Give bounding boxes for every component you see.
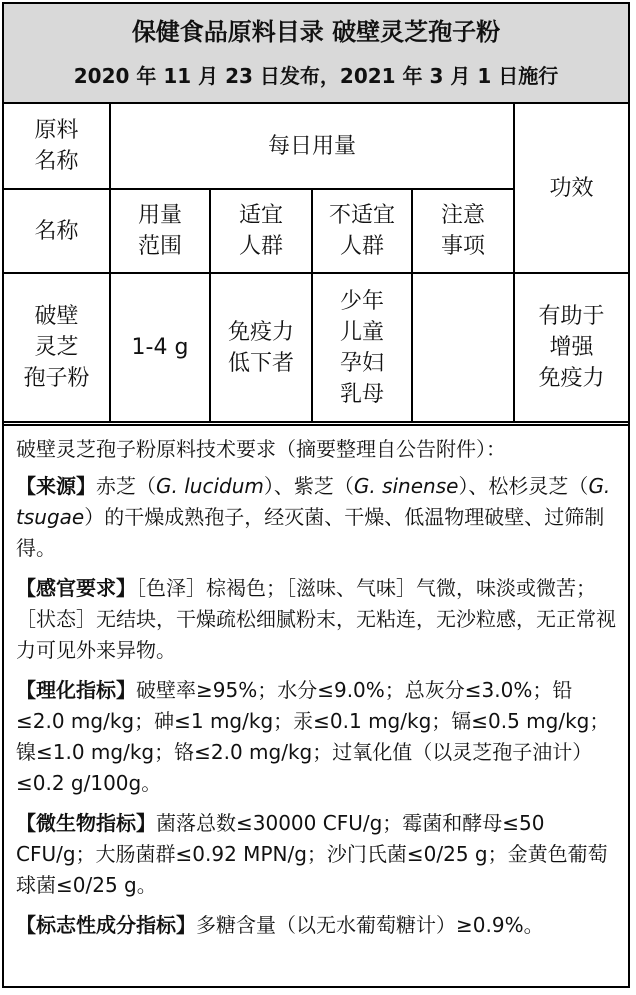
requirements-intro: 破壁灵芝孢子粉原料技术要求（摘要整理自公告附件）： xyxy=(16,437,506,461)
species-sinense: G. sinense xyxy=(353,474,459,498)
subheader-unsuitable-group: 不适宜 人群 xyxy=(312,189,412,273)
sensory-text: ［色泽］棕褐色；［滋味、气味］气微，味淡或微苦；［状态］无结块，干燥疏松细腻粉末，无粘连，无沙粒感，无正常视力可见外来异物。 xyxy=(16,576,616,662)
micro-paragraph xyxy=(16,808,618,901)
micro-tag: 【微生物指标】 xyxy=(16,811,156,835)
marker-paragraph xyxy=(16,910,618,941)
cell-ingredient-name: 破壁 灵芝 孢子粉 xyxy=(4,273,110,422)
sensory-tag: 【感官要求】 xyxy=(16,576,136,600)
source-tag: 【来源】 xyxy=(16,474,96,498)
table-row xyxy=(4,273,628,422)
subheader-dosage-range: 用量 范围 xyxy=(110,189,210,273)
cell-unsuitable-group: 少年 儿童 孕妇 乳母 xyxy=(312,273,412,422)
source-text-1: 赤芝（ xyxy=(96,474,156,498)
physchem-paragraph xyxy=(16,675,618,799)
ingredient-table xyxy=(4,104,628,423)
marker-tag: 【标志性成分指标】 xyxy=(16,913,196,937)
header-band xyxy=(4,4,628,104)
subheader-precautions: 注意 事项 xyxy=(412,189,514,273)
cell-effect: 有助于 增强 免疫力 xyxy=(514,273,628,422)
technical-requirements xyxy=(4,424,628,988)
source-text-4: ）的干燥成熟孢子，经灭菌、干燥、低温物理破壁、过筛制得。 xyxy=(16,505,605,560)
source-text-2: ）、紫芝（ xyxy=(263,474,354,498)
page-title: 保健食品原料目录 破壁灵芝孢子粉 xyxy=(131,18,501,46)
header-material-name: 原料 名称 xyxy=(4,104,110,189)
subheader-name: 名称 xyxy=(4,189,110,273)
header-daily-dosage: 每日用量 xyxy=(110,104,514,189)
marker-text: 多糖含量（以无水葡萄糖计）≥0.9%。 xyxy=(196,913,544,937)
header-effect: 功效 xyxy=(514,104,628,273)
page-subtitle: 2020 年 11 月 23 日发布，2021 年 3 月 1 日施行 xyxy=(73,64,559,88)
sensory-paragraph xyxy=(16,573,618,666)
source-text-3: ）、松杉灵芝（ xyxy=(458,474,589,498)
cell-dosage-range: 1-4 g xyxy=(110,273,210,422)
table-header-row xyxy=(4,104,628,189)
physchem-tag: 【理化指标】 xyxy=(16,678,136,702)
cell-suitable-group: 免疫力 低下者 xyxy=(210,273,312,422)
subheader-suitable-group: 适宜 人群 xyxy=(210,189,312,273)
species-lucidum: G. lucidum xyxy=(156,474,264,498)
source-paragraph xyxy=(16,471,618,564)
catalog-sheet xyxy=(2,2,630,988)
species-tsugae: G. tsugae xyxy=(16,474,611,529)
micro-text: 菌落总数≤30000 CFU/g；霉菌和酵母≤50 CFU/g；大肠菌群≤0.92 MPN/g；沙门氏菌≤0/25 g；金黄色葡萄球菌≤0/25 g。 xyxy=(16,811,608,897)
cell-precautions xyxy=(412,273,514,422)
physchem-text: 破壁率≥95%；水分≤9.0%；总灰分≤3.0%；铅≤2.0 mg/kg；砷≤1 mg/kg；汞≤0.1 mg/kg；镉≤0.5 mg/kg；镍≤1.0 mg/kg；铬≤2.0 mg/kg；过氧化值（以灵芝孢子油计）≤0.2 g/100g。 xyxy=(16,678,610,795)
